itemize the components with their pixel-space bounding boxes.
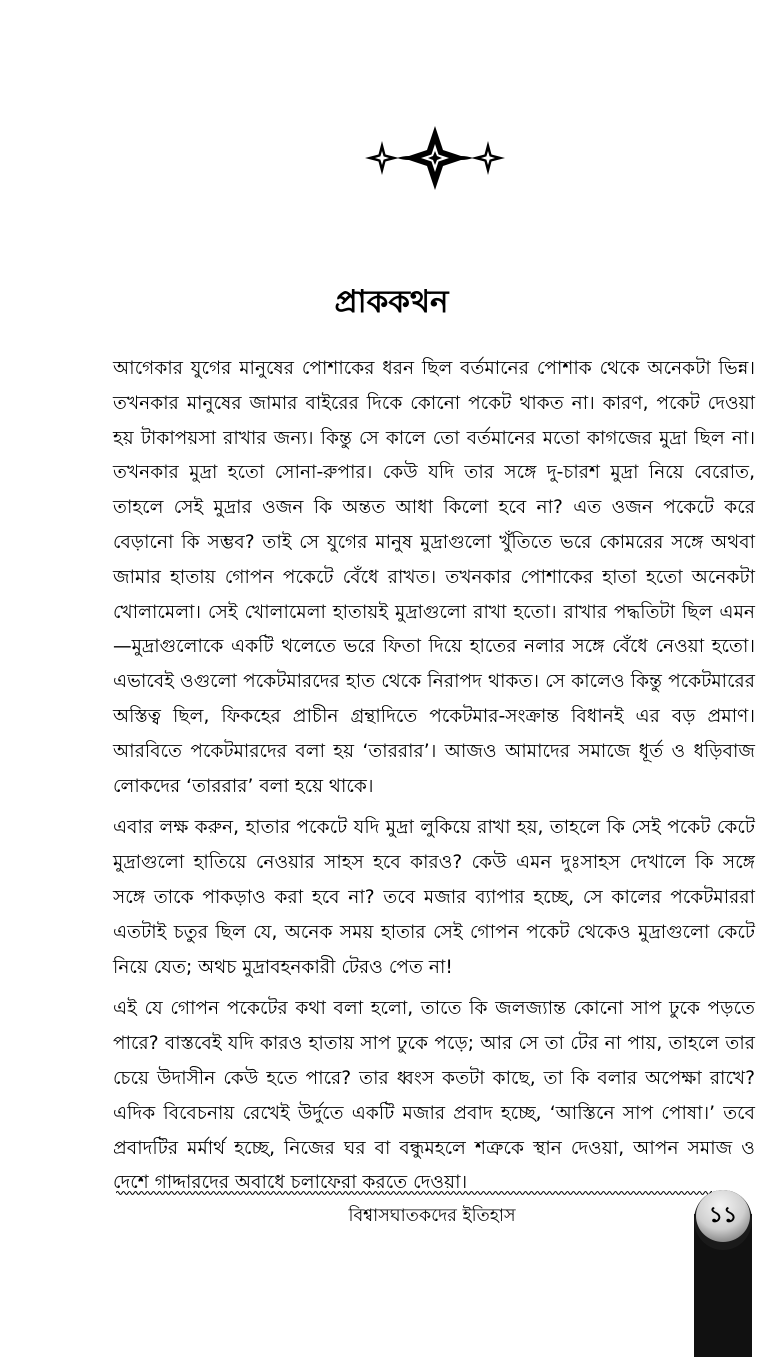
chapter-title: প্রাককথন	[334, 284, 449, 320]
paragraph: এই যে গোপন পকেটের কথা বলা হলো, তাতে কি জলজ্যান্ত কোনো সাপ ঢুকে পড়তে পারে? বাস্তবেই যদি কারও হাতায় সাপ ঢুকে পড়ে; আর সে তা টের না পায়, তাহলে তার চেয়ে উদাসীন কেউ হতে পারে? তার ধ্বংস কতটা কাছে, তা কি বলার অপেক্ষা রাখে? এদিক বিবেচনায় রেখেই উর্দুতে একটি মজার প্রবাদ হচ্ছে, ‘আস্তিনে সাপ পোষা।’ তবে প্রবাদটির মর্মার্থ হচ্ছে, নিজের ঘর বা বন্ধুমহলে শত্রুকে স্থান দেওয়া, আপন সমাজ ও দেশে গাদ্দারদের অবাধে চলাফেরা করতে দেওয়া।	[113, 998, 755, 1194]
paragraph: আগেকার যুগের মানুষের পোশাকের ধরন ছিল বর্তমানের পোশাক থেকে অনেকটা ভিন্ন। তখনকার মানুষের জামার বাইরের দিকে কোনো পকেট থাকত না। কারণ, পকেট দেওয়া হয় টাকাপয়সা রাখার জন্য। কিন্তু সে কালে তো বর্তমানের মতো কাগজের মুদ্রা ছিল না। তখনকার মুদ্রা হতো সোনা-রুপার। কেউ যদি তার সঙ্গে দু-চারশ মুদ্রা নিয়ে বেরোত, তাহলে সেই মুদ্রার ওজন কি অন্তত আধা কিলো হবে না? এত ওজন পকেটে করে বেড়ানো কি সম্ভব? তাই সে যুগের মানুষ মুদ্রাগুলো খুঁতিতে ভরে কোমরের সঙ্গে অথবা জামার হাতায় গোপন পকেটে বেঁধে রাখত। তখনকার পোশাকের হাতা হতো অনেকটা খোলামেলা। সেই খোলামেলা হাতায়ই মুদ্রাগুলো রাখা হতো। রাখার পদ্ধতিটা ছিল এমন—মুদ্রাগুলোকে একটি থলেতে ভরে ফিতা দিয়ে হাতের নলার সঙ্গে বেঁধে নেওয়া হতো। এভাবেই ওগুলো পকেটমারদের হাত থেকে নিরাপদ থাকত। সে কালেও কিন্তু পকেটমারের অস্তিত্ব ছিল, ফিকহের প্রাচীন গ্রন্থাদিতে পকেটমার-সংক্রান্ত বিধানই এর বড় প্রমাণ। আরবিতে পকেটমারদের বলা হয় ‘তাররার’। আজও আমাদের সমাজে ধূর্ত ও ধড়িবাজ লোকদের ‘তাররার’ বলা হয়ে থাকে।	[113, 358, 755, 797]
body-text	[113, 352, 755, 1208]
running-title: বিশ্বাসঘাতকদের ইতিহাস	[348, 1206, 516, 1226]
page-number: ১১	[708, 1203, 738, 1228]
star-ornament-icon	[364, 126, 506, 190]
paragraph: এবার লক্ষ করুন, হাতার পকেটে যদি মুদ্রা লুকিয়ে রাখা হয়, তাহলে কি সেই পকেট কেটে মুদ্রাগুলো হাতিয়ে নেওয়ার সাহস হবে কারও? কেউ এমন দুঃসাহস দেখালে কি সঙ্গে সঙ্গে তাকে পাকড়াও করা হবে না? তবে মজার ব্যাপার হচ্ছে, সে কালের পকেটমাররা এতটাই চতুর ছিল যে, অনেক সময় হাতার সেই গোপন পকেট থেকেও মুদ্রাগুলো কেটে নিয়ে যেত; অথচ মুদ্রাবহনকারী টেরও পেত না!	[113, 817, 755, 978]
footer-wavy-rule	[116, 1188, 712, 1198]
